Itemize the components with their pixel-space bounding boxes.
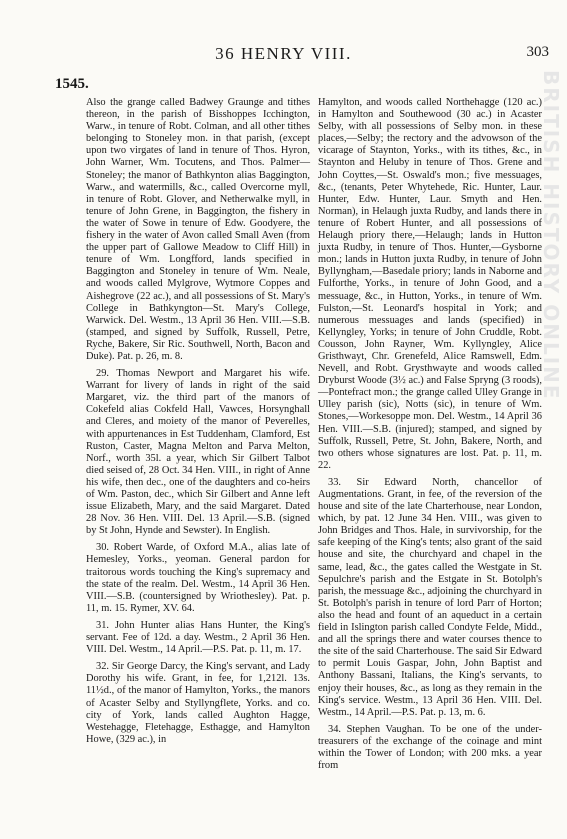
paragraph: 29. Thomas Newport and Margaret his wife. Warrant for livery of lands in right of the said Margaret, viz. the third part of the manors of Cokefeld alias Cokfeld Hall, Vawces, Horsynghall and Cleres, and moiety of the manor of Peverelles, with appurtenances in Est Tuddenham, Clamford, Est Ruston, Caster, Magna Melton and Parva Melton, Norf., worth 35l. a year, which Sir Gilbert Talbot died seised of, 28 Oct. 34 Hen. VIII., in right of Anne his wife, then dec., one of the daughters and co-heirs of Wm. Paston, dec., which Sir Gilbert and Anne left issue Elizabeth, Mary, and the said Margaret. Dated 28 Nov. 36 Hen. VIII. Del. 13 April.—S.B. (signed by St John, Hynde and Sewster). In English. — [86, 368, 310, 537]
paragraph: 34. Stephen Vaughan. To be one of the under-treasurers of the exchange of the coinage and mint within the Tower of London; with 200 mks. a year from — [318, 723, 542, 772]
right-column — [318, 97, 542, 777]
watermark-stamp: BRITISH HISTORY ONLINE — [539, 70, 563, 401]
paragraph: 30. Robert Warde, of Oxford M.A., alias late of Hemesley, Yorks., yeoman. General pardon for traitorous words touching the King's supremacy and the state of the realm. Del. Westm., 14 April 36 Hen. VIII.—S.B. (countersigned by Wriothesley). Pat. p. 11, m. 15. Rymer, XV. 64. — [86, 542, 310, 614]
page-header — [0, 0, 567, 76]
running-title: 36 HENRY VIII. — [215, 44, 352, 63]
paragraph: Also the grange called Badwey Graunge and tithes thereon, in the parish of Bisshoppes Icchington, Warw., in tenure of Robt. Colman, and all other tithes belonging to Stoneley mon. in that parish, (except upon two virgates of land in tenure of Thos. Hyron, John Warner, Wm. Tocutens, and Thos. Palmer—Stoneley; the manor of Bathkynton alias Baggington, Warw., and watermills, &c., called Overcorne myll, in tenure of Robt. Glover, and Netherwalke myll, in tenure of John Grene, in Baggington, the fishery in the water of Sowe in tenure of Edw. Goodyere, the fishery in the water of Avon called Small Aven (from the upper part of Gallowe Meadow to Cliff Hill) in tenure of Wm. Longfford, lands specified in Baggington and Stoneley in tenure of Wm. Neale, and woods called Mylgrove, Wytmore Coppes and Aishegrove (22 ac.), and all possessions of St. Mary's College in Bathkyngton—St. Mary's College, Warwick. Del. Westm., 13 April 36 Hen. VIII.—S.B. (stamped, and signed by Suffolk, Russell, Petre, Ryche, Bakere, Sir Ric. Southwell, North, Bacon and Duke). Pat. p. 26, m. 8. — [86, 97, 310, 362]
paragraph: 31. John Hunter alias Hans Hunter, the King's servant. Fee of 12d. a day. Westm., 2 April 36 Hen. VIII. Del. Westm., 14 April.—P.S. Pat. p. 11, m. 17. — [86, 619, 310, 656]
page-number: 303 — [526, 44, 549, 60]
paragraph: 32. Sir George Darcy, the King's servant, and Lady Dorothy his wife. Grant, in fee, for 1,212l. 13s. 11½d., of the manor of Hamylton, Yorks., the manors of Acaster Selby and Styllyngflete, Yorks. and co. city of York, lands called Aughton Hagge, Westehagge, Fletehagge, Esthagge, and Hamylton Howe, (329 ac.), in — [86, 661, 310, 745]
paragraph: Hamylton, and woods called Northehagge (120 ac.) in Hamylton and Southewood (30 ac.) in Acaster Selby, with all possessions of Selby mon. in these places,—Selby; the rectory and the advowson of the vicarage of Staynton, Yorks., with its tithes, &c., in Staynton and Heluby in tenure of Thos. Grene and John Coyttes,—St. Oswald's mon.; five messuages, &c., (tenants, Peter Whytehede, Ric. Hunter, Laur. Hunter, Edw. Hunter, Laur. Smyth and Hen. Norman), in Helaugh juxta Rudby, and lands there in tenure of Robert Hunter, and all possessions of Helaugh priory there,—Helaugh; lands in Hutton juxta Rudby, in tenure of Thos. Hunter,—Gysborne mon.; lands in Hutton juxta Rudby, in tenure of John Byllyngham,—Basedale priory; lands in Naborne and Fulforthe, Yorks., in tenure of John Good, and a messuage, &c., in Hutton, Yorks., in tenure of Wm. Fulston,—St. Leonard's hospital in York; and numerous messuages and lands (specified) in Kellyngley, Yorks; in tenure of John Cruddle, Robt. Cousson, John Rayner, Wm. Kyllyngley, Alice Gristhwayt, Chr. Grenefeld, Alice Ramswell, Edm. Nevell, and Robt. Grysthwayte and woods called Dryburst Woode (3½ ac.) and False Spryng (3 roods),—Pontefract mon.; the grange called Ulley Grange in Ulley parish (sic), Notts (sic), in tenure of Wm. Stones,—Workesoppe mon. Del. Westm., 14 April 36 Hen. VIII.—S.B. (injured); stamped, and signed by Suffolk, Russell, Petre, St. John, Bakere, North, and two others whose signatures are lost. Pat. p. 11, m. 22. — [318, 97, 542, 471]
paragraph: 33. Sir Edward North, chancellor of Augmentations. Grant, in fee, of the reversion of the house and site of the late Charterhouse, near London, which, by pat. 12 June 34 Hen. VIII., was given to John Bridges and Thos. Hale, in survivorship, for the safe keeping of the King's tents; also grant of the said house and site, the churchyard and chapel in the same, lead, &c., the gates called the Westgate in St. Sepulchre's parish and the Estgate in St. Botolph's parish, the messuage &c., adjoining the churchyard in St. Botolph's parish in tenure of lord Parr of Horton; also the head and fount of an aqueduct in a certain field in Islington parish called Condyte Felde, Midd., and all the springs there and water courses thence to the site of the said Charterhouse. The said Sir Edward to permit Louis Gaspar, John, John Baptist and Anthony Bassani, Italians, the King's servants, to enjoy their houses, &c., as long as they remain in the King's service. Westm., 13 April 36 Hen. VIII. Del. Westm., 14 April.—P.S. Pat. p. 13, m. 6. — [318, 476, 542, 718]
left-column — [86, 97, 310, 751]
year-marker: 1545. — [55, 76, 89, 92]
